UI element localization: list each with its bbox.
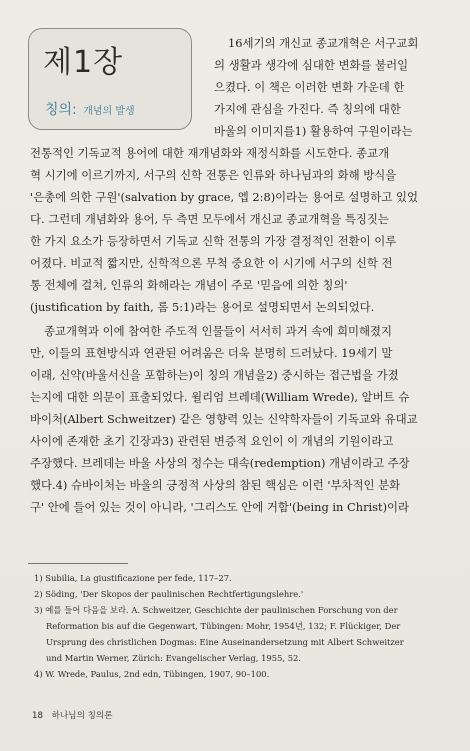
body-line: 가지에 관심을 가진다. 즉 칭의에 대한	[214, 102, 401, 116]
body-line: 바울의 이미지를1) 활용하여 구원이라는	[214, 124, 413, 138]
chapter-subtitle-main: 칭의:	[45, 102, 77, 118]
page-number: 18	[32, 711, 43, 721]
body-line: 했다.4) 슈바이처는 바울의 긍정적 사상의 참된 핵심은 이런 '부차적인 분화	[30, 478, 401, 492]
body-line: 어졌다. 비교적 짧지만, 신학적으론 무척 중요한 이 시기에 서구의 신학 전	[30, 256, 393, 270]
body-line: 이래, 신약(바울서신을 포함하는)이 칭의 개념을2) 중시하는 접근법을 가졌	[30, 368, 399, 382]
body-line: 전통적인 기독교적 용어에 대한 재개념화와 재정식화를 시도한다. 종교개	[30, 146, 390, 160]
body-line: 종교개혁과 이에 참여한 주도적 인물들이 서서히 과거 속에 희미해졌지	[44, 324, 393, 338]
body-line: 의 생활과 생각에 심대한 변화를 불러일	[214, 58, 409, 72]
chapter-subtitle	[45, 99, 135, 119]
body-line: (justification by faith, 롬 5:1)라는 용어로 설명되면서 논의되었다.	[30, 300, 375, 314]
body-line: '은총에 의한 구원'(salvation by grace, 엡 2:8)이라는 용어로 설명하고 있었	[30, 190, 419, 204]
body-line: 주장했다. 브레데는 바울 사상의 정수는 대속(redemption) 개념이라고 주장	[30, 456, 410, 470]
body-line: 16세기의 개신교 종교개혁은 서구교회	[228, 36, 419, 50]
body-line: 통 전체에 걸쳐, 인류의 화해라는 개념이 주로 '믿음에 의한 칭의'	[30, 278, 348, 292]
body-line: 혁 시기에 이르기까지, 서구의 신학 전통은 인류와 하나님과의 화해 방식을	[30, 168, 397, 182]
footnote-continuation: Ursprung des christlichen Dogmas: Eine Auseinandersetzung mit Albert Schweitzer	[46, 637, 404, 647]
body-line: 다. 그런데 개념화와 용어, 두 측면 모두에서 개신교 종교개혁을 특징짓는	[30, 212, 389, 226]
body-line: 구' 안에 들어 있는 것이 아니라, '그리스도 안에 거함'(being in Christ)이라	[30, 500, 410, 514]
footnote: 2) Söding, 'Der Skopos der paulinischen Rechtfertigungslehre.'	[34, 589, 304, 599]
body-line: 바이처(Albert Schweitzer) 같은 영향력 있는 신약학자들이 기독교와 유대교	[30, 412, 418, 426]
page-footer	[32, 709, 113, 721]
body-line: 만, 이들의 표현방식과 연관된 어려움은 더욱 분명히 드러났다. 19세기 말	[30, 346, 393, 360]
chapter-subtitle-small: 개념의 발생	[83, 106, 135, 117]
footnote: 3) 예를 들어 다음을 보라. A. Schweitzer, Geschichte der paulinischen Forschung von der	[34, 605, 398, 615]
footnote-continuation: Reformation bis auf die Gegenwart, Tübingen: Mohr, 1954년, 132; F. Flückiger, Der	[46, 621, 401, 631]
footnote: 4) W. Wrede, Paulus, 2nd edn, Tübingen, 1907, 90–100.	[34, 669, 270, 679]
footnote: 1) Subilia, La giustificazione per fede, 117–27.	[34, 573, 232, 583]
running-title: 하나님의 칭의론	[51, 711, 113, 721]
body-line: 한 가지 요소가 등장하면서 기독교 신학 전통의 가장 결정적인 전환이 이루	[30, 234, 397, 248]
body-line: 는지에 대한 의문이 표출되었다. 윌리엄 브레데(William Wrede), 알버트 슈	[30, 390, 410, 404]
body-line: 사이에 존재한 초기 긴장과3) 관련된 변증적 요인이 이 개념의 기원이라고	[30, 434, 394, 448]
footnote-continuation: und Martin Werner, Zürich: Evangelischer Verlag, 1955, 52.	[46, 653, 302, 663]
footnote-divider	[28, 563, 128, 564]
body-line: 으켰다. 이 책은 이러한 변화 가운데 한	[214, 80, 405, 94]
chapter-heading-box	[28, 28, 192, 130]
chapter-title: 제1장	[43, 45, 124, 80]
